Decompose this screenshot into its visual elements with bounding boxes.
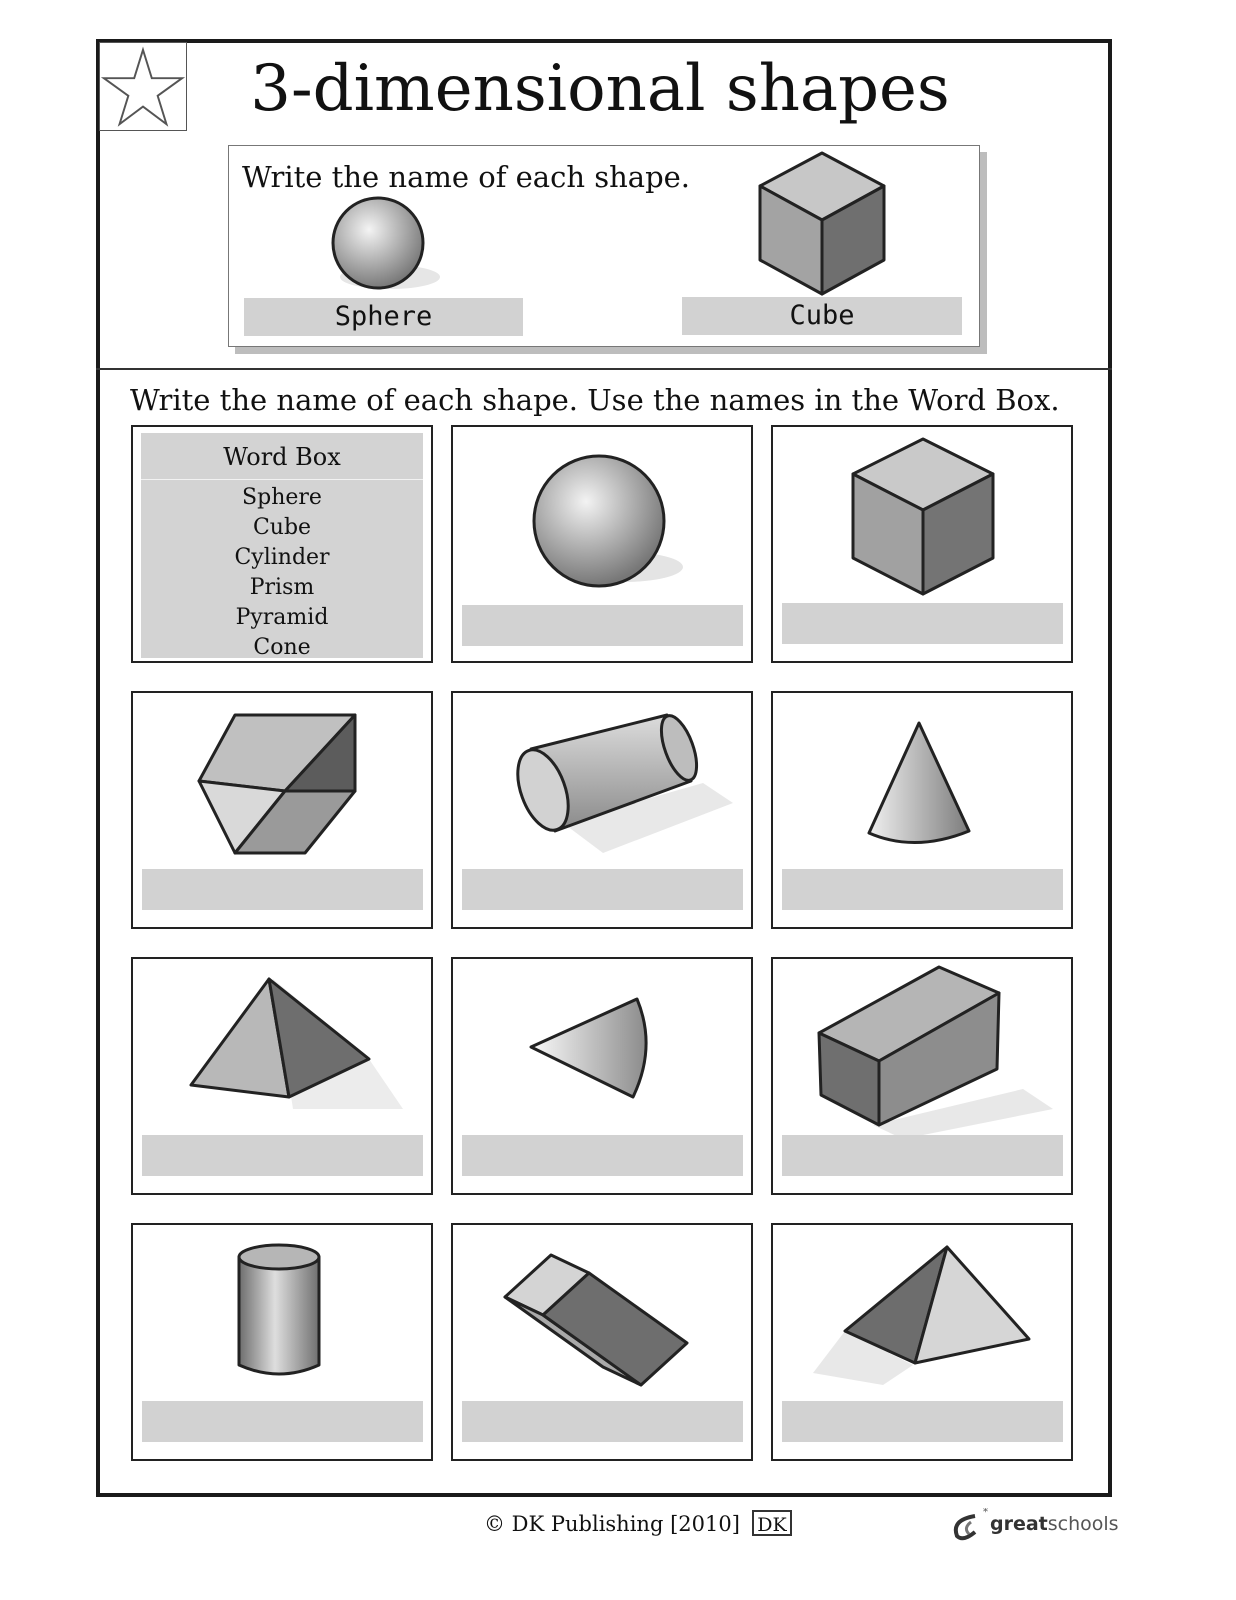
word-box-item: Cylinder: [234, 545, 330, 570]
word-box-item: Sphere: [242, 485, 322, 510]
greatschools-wordmark: greatschools: [990, 1513, 1119, 1535]
answer-field[interactable]: [462, 869, 743, 910]
shape-cell: [771, 425, 1073, 663]
shape-cell: [771, 1223, 1073, 1461]
answer-field[interactable]: [782, 603, 1063, 644]
word-box-item: Cone: [253, 635, 311, 660]
example-answer-cube: Cube: [682, 297, 962, 335]
word-box-item: Pyramid: [235, 605, 329, 630]
answer-field[interactable]: [142, 1401, 423, 1442]
example-instruction: Write the name of each shape.: [242, 160, 691, 194]
shape-cell: [451, 1223, 753, 1461]
svg-text:*: *: [983, 1508, 988, 1518]
exercise-instruction: Write the name of each shape. Use the names in the Word Box.: [130, 383, 1060, 417]
answer-field[interactable]: [782, 1135, 1063, 1176]
shape-cell: [771, 691, 1073, 929]
shape-cell: [451, 957, 753, 1195]
shape-cell: [771, 957, 1073, 1195]
word-box-item: Cube: [252, 515, 312, 540]
answer-field[interactable]: [142, 869, 423, 910]
example-cube-icon: [752, 148, 892, 300]
answer-field[interactable]: [462, 1135, 743, 1176]
shape-cell: [131, 957, 433, 1195]
star-badge: [99, 42, 187, 131]
answer-field[interactable]: [142, 1135, 423, 1176]
dk-logo: DK: [752, 1510, 792, 1536]
word-box-item: Prism: [249, 575, 315, 600]
section-divider: [96, 368, 1112, 370]
answer-field[interactable]: [782, 869, 1063, 910]
example-sphere-icon: [320, 195, 450, 295]
star-icon: [100, 43, 186, 130]
shape-cell: [131, 691, 433, 929]
word-box-title: Word Box: [223, 443, 341, 471]
copyright: © DK Publishing [2010]: [484, 1512, 740, 1536]
shape-cell: [451, 691, 753, 929]
shape-cell: [131, 1223, 433, 1461]
answer-field[interactable]: [782, 1401, 1063, 1442]
shape-cell: [451, 425, 753, 663]
answer-field[interactable]: [462, 1401, 743, 1442]
word-box: [141, 433, 423, 658]
page-title: 3-dimensional shapes: [250, 52, 950, 126]
example-answer-sphere: Sphere: [244, 298, 523, 336]
answer-field[interactable]: [462, 605, 743, 646]
word-box-cell: [131, 425, 433, 663]
